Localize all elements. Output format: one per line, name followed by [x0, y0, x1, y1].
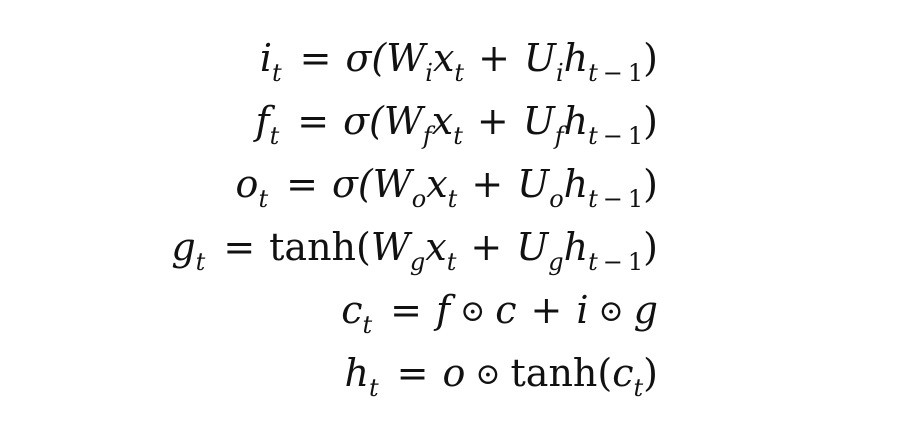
weight-u: U	[523, 36, 556, 80]
lhs-subscript: t	[362, 311, 373, 339]
subscript-one: 1	[627, 248, 644, 276]
weight-u: U	[522, 99, 555, 143]
input-x: x	[426, 162, 448, 206]
cell-symbol: c	[495, 288, 517, 332]
weight-w: W	[383, 99, 423, 143]
subscript-one: 1	[627, 185, 644, 213]
plus-sign: +	[476, 99, 509, 143]
lhs-subscript: t	[258, 185, 269, 213]
hidden-h-subscript	[588, 185, 643, 213]
function-open: σ(	[345, 36, 387, 80]
plus-sign: +	[470, 225, 503, 269]
weight-w: W	[370, 225, 410, 269]
equals-sign: =	[299, 36, 332, 80]
equals-sign: =	[297, 99, 330, 143]
input-x-subscript: t	[446, 248, 457, 276]
lhs-subscript: t	[195, 248, 206, 276]
plus-sign: +	[530, 288, 563, 332]
subscript-t: t	[588, 248, 598, 276]
hadamard-operator: ⊙	[475, 357, 501, 392]
function-open: tanh(	[269, 225, 371, 269]
hidden-state-equation	[150, 344, 658, 402]
cell-state-equation	[150, 281, 658, 339]
equals-sign: =	[390, 288, 423, 332]
forget-symbol: f	[436, 288, 451, 332]
cell-symbol: c	[612, 351, 634, 395]
close-paren: )	[643, 351, 658, 395]
lhs-symbol: f	[255, 99, 270, 143]
hidden-h: h	[563, 162, 589, 206]
cell-subscript: t	[633, 374, 644, 402]
lhs-symbol: i	[259, 36, 272, 80]
subscript-t: t	[588, 59, 598, 87]
equals-sign: =	[223, 225, 256, 269]
lhs-symbol: h	[344, 351, 369, 395]
subscript-t: t	[588, 122, 598, 150]
candidate-symbol: g	[633, 288, 658, 332]
weight-u-subscript: i	[555, 59, 564, 87]
subscript-t: t	[588, 185, 598, 213]
weight-u: U	[517, 162, 550, 206]
subscript-minus: −	[602, 122, 623, 150]
function-open: σ(	[343, 99, 384, 143]
function-open: σ(	[331, 162, 373, 206]
weight-w-subscript: i	[425, 59, 433, 87]
lhs-symbol: c	[341, 288, 363, 332]
hidden-h: h	[563, 225, 589, 269]
input-x-subscript: t	[454, 59, 465, 87]
function-open: tanh(	[510, 351, 613, 395]
weight-w-subscript: f	[422, 122, 432, 150]
weight-w-subscript: o	[411, 185, 427, 213]
hadamard-operator: ⊙	[598, 294, 624, 329]
close-paren: )	[643, 162, 658, 206]
hadamard-operator: ⊙	[460, 294, 486, 329]
input-x: x	[425, 225, 447, 269]
plus-sign: +	[471, 162, 504, 206]
weight-u-subscript: o	[549, 185, 564, 213]
hidden-h-subscript	[588, 122, 643, 150]
input-x-subscript: t	[447, 185, 458, 213]
close-paren: )	[643, 36, 658, 80]
input-x: x	[432, 36, 455, 80]
input-x: x	[431, 99, 454, 143]
lhs-symbol: g	[171, 225, 196, 269]
subscript-one: 1	[627, 122, 644, 150]
weight-w: W	[372, 162, 412, 206]
subscript-minus: −	[602, 59, 623, 87]
weight-u: U	[516, 225, 549, 269]
candidate-equation	[150, 218, 658, 276]
output-symbol: o	[442, 351, 466, 395]
lhs-subscript: t	[368, 374, 379, 402]
lhs-symbol: o	[235, 162, 259, 206]
hidden-h: h	[563, 36, 589, 80]
input-symbol: i	[576, 288, 589, 332]
lhs-subscript: t	[269, 122, 280, 150]
subscript-one: 1	[627, 59, 644, 87]
weight-u-subscript: g	[548, 248, 564, 276]
input-x-subscript: t	[453, 122, 463, 150]
hidden-h-subscript	[588, 248, 643, 276]
output-gate-equation	[150, 155, 658, 213]
weight-w-subscript: g	[409, 248, 426, 276]
close-paren: )	[643, 99, 658, 143]
subscript-minus: −	[602, 185, 623, 213]
hidden-h-subscript	[588, 59, 643, 87]
lhs-subscript: t	[271, 59, 282, 87]
weight-u-subscript: f	[554, 122, 564, 150]
input-gate-equation	[150, 29, 658, 87]
weight-w: W	[386, 36, 426, 80]
equals-sign: =	[396, 351, 429, 395]
close-paren: )	[643, 225, 658, 269]
hidden-h: h	[563, 99, 589, 143]
equals-sign: =	[286, 162, 318, 206]
plus-sign: +	[478, 36, 510, 80]
forget-gate-equation	[150, 92, 658, 150]
subscript-minus: −	[602, 248, 623, 276]
